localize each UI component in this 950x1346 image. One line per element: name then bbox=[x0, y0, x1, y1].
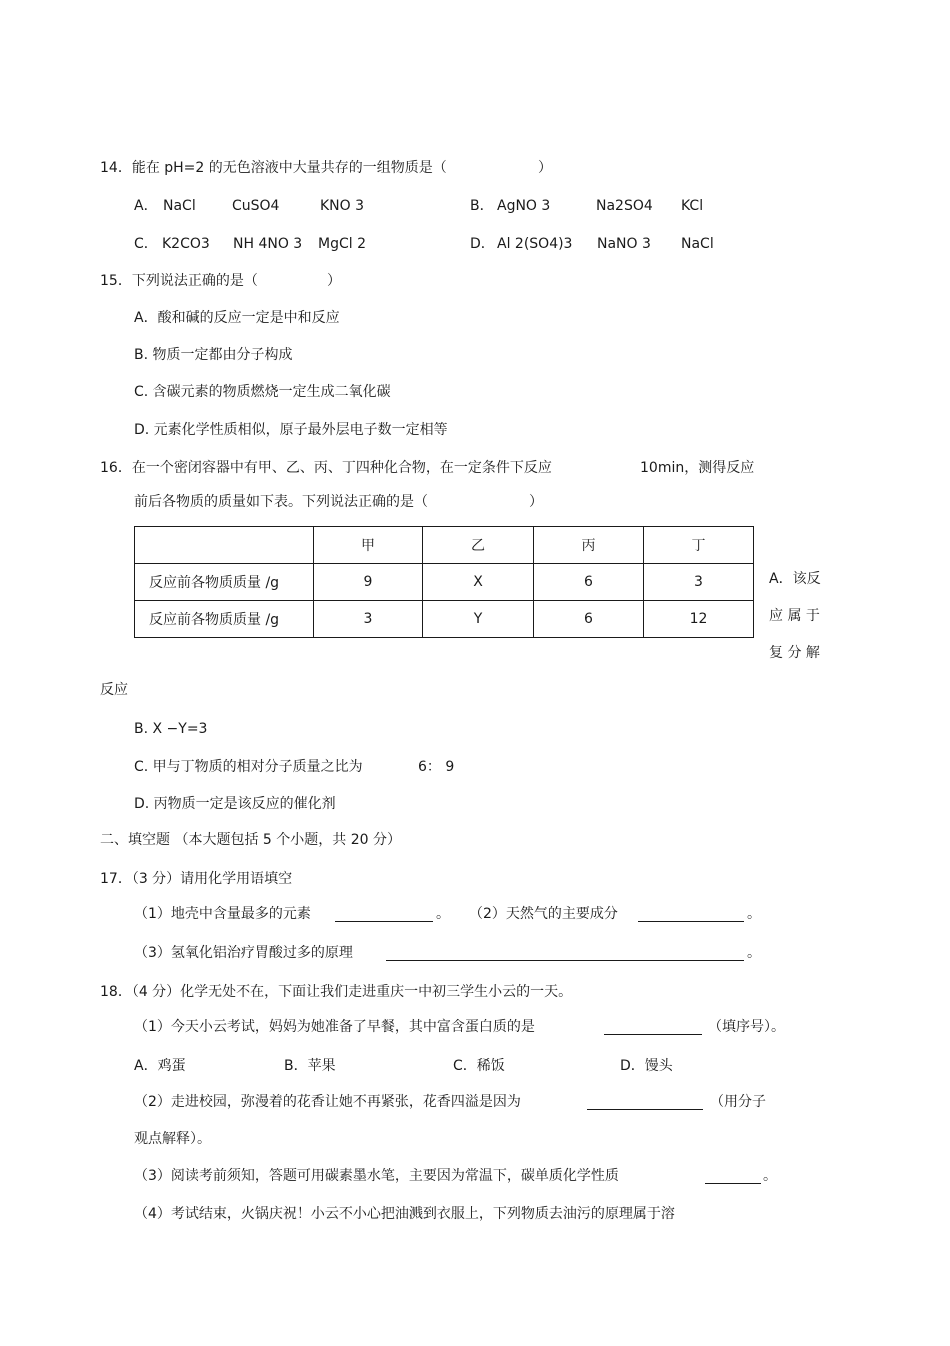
q17-part1-end: 。 bbox=[436, 906, 450, 922]
q16-option-c: C. 甲与丁物质的相对分子质量之比为 bbox=[134, 759, 363, 775]
q17-part3-end: 。 bbox=[747, 945, 761, 961]
answer-blank[interactable] bbox=[705, 1183, 761, 1184]
q15-option-b: B. 物质一定都由分子构成 bbox=[134, 347, 293, 363]
q14-option-b-item: Na2SO4 bbox=[596, 198, 653, 214]
q18-part2: （2）走进校园，弥漫着的花香让她不再紧张，花香四溢是因为 bbox=[134, 1094, 521, 1110]
q14-option-c-item: NH 4NO 3 bbox=[233, 236, 303, 252]
q18-part3: （3）阅读考前须知，答题可用碳素墨水笔，主要因为常温下，碳单质化学性质 bbox=[134, 1168, 619, 1184]
table-cell: 反应前各物质质量 /g bbox=[135, 564, 314, 601]
q14-option-d-item: Al 2(SO4)3 bbox=[497, 236, 573, 252]
answer-blank[interactable] bbox=[386, 960, 744, 961]
q14-option-c-item: K2CO3 bbox=[162, 236, 210, 252]
q18-part1-tail: （填序号）。 bbox=[708, 1019, 785, 1035]
table-header-cell bbox=[135, 527, 314, 564]
q17-part1: （1）地壳中含量最多的元素 bbox=[134, 906, 311, 922]
q18-part2-tail: （用分子 bbox=[710, 1094, 766, 1110]
table-cell: 反应前各物质质量 /g bbox=[135, 601, 314, 638]
q14-option-a-item: KNO 3 bbox=[320, 198, 365, 214]
q17-part3: （3）氢氧化铝治疗胃酸过多的原理 bbox=[134, 945, 353, 961]
q14-close-paren: ） bbox=[538, 160, 552, 176]
table-cell: 12 bbox=[644, 601, 754, 638]
q15-close-paren: ） bbox=[327, 273, 341, 289]
q18-part2-line2: 观点解释）。 bbox=[134, 1131, 211, 1147]
q16-option-a-line4: 反应 bbox=[100, 682, 128, 698]
q14-option-a-item: CuSO4 bbox=[232, 198, 280, 214]
answer-blank[interactable] bbox=[604, 1034, 702, 1035]
q18-stem: 18．（4 分）化学无处不在，下面让我们走进重庆一中初三学生小云的一天。 bbox=[100, 984, 573, 1000]
section-title: 二、填空题 （本大题包括 5 个小题，共 20 分） bbox=[100, 832, 401, 848]
answer-blank[interactable] bbox=[638, 921, 744, 922]
table-cell: 6 bbox=[534, 564, 644, 601]
table-row bbox=[135, 601, 754, 638]
q14-option-b-item: AgNO 3 bbox=[497, 198, 551, 214]
q16-close-paren: ） bbox=[529, 494, 543, 510]
q16-option-c-ratio: 6： 9 bbox=[418, 759, 455, 775]
q16-stem-line2: 前后各物质的质量如下表。下列说法正确的是（ bbox=[134, 494, 428, 510]
q14-option-d-item: NaNO 3 bbox=[597, 236, 651, 252]
table-cell: 6 bbox=[534, 601, 644, 638]
mass-table bbox=[134, 526, 754, 638]
q14-stem: 14．能在 pH=2 的无色溶液中大量共存的一组物质是（ bbox=[100, 160, 447, 176]
table-header-cell: 丙 bbox=[534, 527, 644, 564]
q15-option-c: C. 含碳元素的物质燃烧一定生成二氧化碳 bbox=[134, 384, 391, 400]
q18-part3-end: 。 bbox=[763, 1168, 777, 1184]
table-header-cell: 乙 bbox=[423, 527, 534, 564]
q17-part2: （2）天然气的主要成分 bbox=[469, 906, 618, 922]
q17-stem: 17．（3 分）请用化学用语填空 bbox=[100, 871, 293, 887]
answer-blank[interactable] bbox=[587, 1109, 703, 1110]
table-header-row bbox=[135, 527, 754, 564]
q14-option-b-item: KCl bbox=[681, 198, 704, 214]
q16-option-b: B. X −Y=3 bbox=[134, 721, 208, 737]
q18-choice: B．苹果 bbox=[284, 1058, 336, 1074]
table-row bbox=[135, 564, 754, 601]
table-header-cell: 甲 bbox=[314, 527, 423, 564]
table-cell: 3 bbox=[644, 564, 754, 601]
q14-option-d-item: NaCl bbox=[681, 236, 714, 252]
table-cell: 9 bbox=[314, 564, 423, 601]
q15-option-d: D. 元素化学性质相似，原子最外层电子数一定相等 bbox=[134, 422, 448, 438]
q18-choice: C．稀饭 bbox=[453, 1058, 505, 1074]
q16-stem-line1-tail: 10min，测得反应 bbox=[640, 460, 755, 476]
q14-option-b-label: B． bbox=[470, 198, 494, 214]
table-cell: 3 bbox=[314, 601, 423, 638]
q14-option-a-label: A． bbox=[134, 198, 158, 214]
q16-option-d: D. 丙物质一定是该反应的催化剂 bbox=[134, 796, 336, 812]
q16-option-a-line3: 复 分 解 bbox=[769, 645, 820, 661]
q18-part1: （1）今天小云考试，妈妈为她准备了早餐，其中富含蛋白质的是 bbox=[134, 1019, 535, 1035]
q18-part4: （4）考试结束，火锅庆祝！小云不小心把油溅到衣服上，下列物质去油污的原理属于溶 bbox=[134, 1206, 675, 1222]
q16-option-a-line1: A．该反 bbox=[769, 571, 821, 587]
q15-option-a: A．酸和碱的反应一定是中和反应 bbox=[134, 310, 340, 326]
q18-choice: D．馒头 bbox=[620, 1058, 673, 1074]
table-header-cell: 丁 bbox=[644, 527, 754, 564]
q14-option-c-label: C． bbox=[134, 236, 158, 252]
q14-option-c-item: MgCl 2 bbox=[318, 236, 366, 252]
q14-option-d-label: D． bbox=[470, 236, 495, 252]
q14-option-a-item: NaCl bbox=[163, 198, 196, 214]
answer-blank[interactable] bbox=[335, 921, 433, 922]
table-cell: Y bbox=[423, 601, 534, 638]
q18-choice: A．鸡蛋 bbox=[134, 1058, 186, 1074]
q17-part2-end: 。 bbox=[747, 906, 761, 922]
q16-stem-line1: 16．在一个密闭容器中有甲、乙、丙、丁四种化合物，在一定条件下反应 bbox=[100, 460, 552, 476]
q15-stem: 15．下列说法正确的是（ bbox=[100, 273, 258, 289]
table-cell: X bbox=[423, 564, 534, 601]
q16-option-a-line2: 应 属 于 bbox=[769, 608, 820, 624]
